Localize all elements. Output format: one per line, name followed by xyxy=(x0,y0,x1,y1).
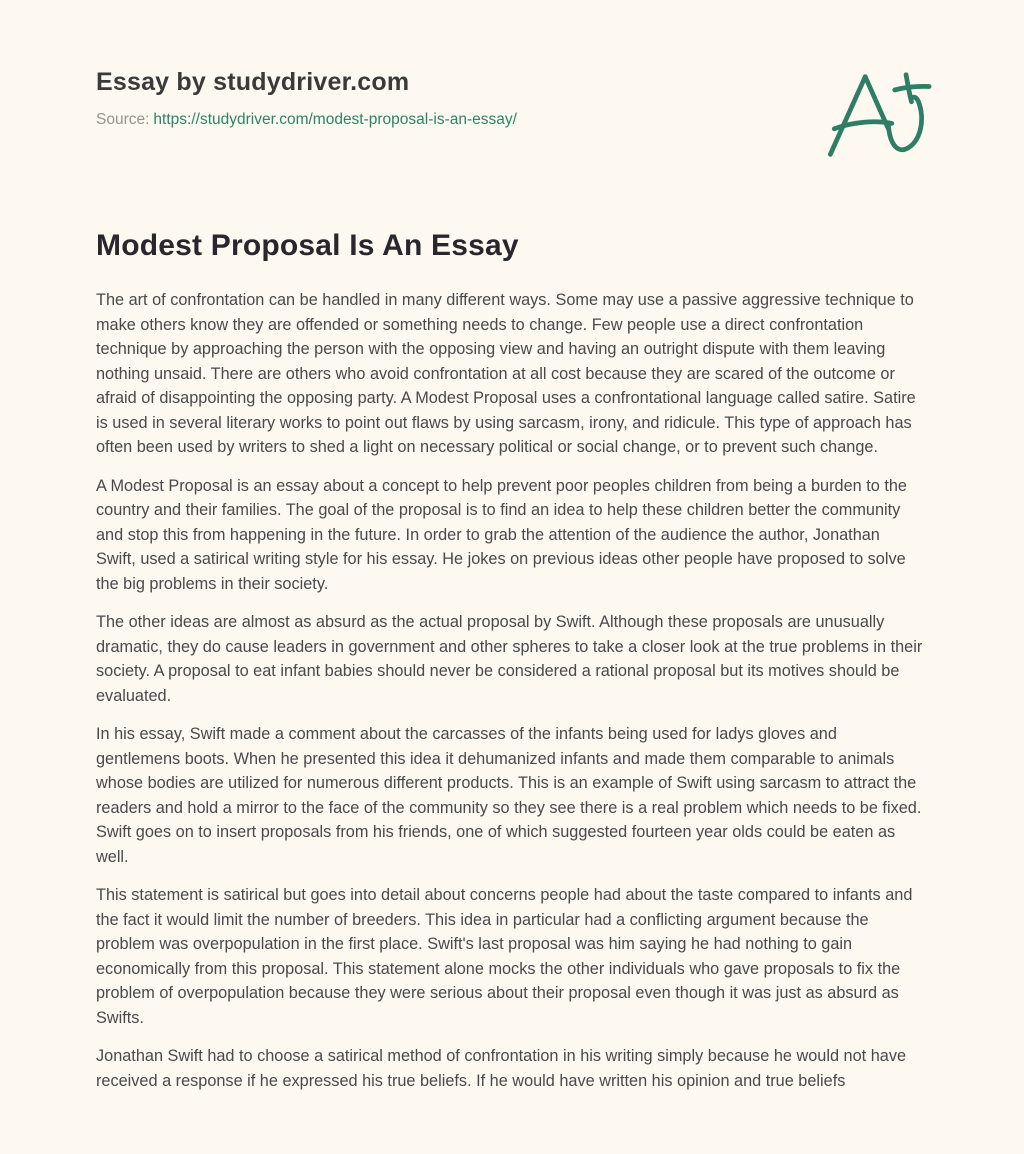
page-title: Modest Proposal Is An Essay xyxy=(96,229,519,262)
essay-body xyxy=(96,288,924,1093)
byline-heading: Essay by studydriver.com xyxy=(96,68,410,96)
source-url-link[interactable]: https://studydriver.com/modest-proposal-is-an-essay/ xyxy=(153,111,517,128)
essay-paragraph: This statement is satirical but goes into detail about concerns people had about the taste compared to infants and the fact it would limit the number of breeders. This idea in particular had a conflicting argument because the problem was overpopulation in the first place. Swift's last proposal was him saying he had nothing to gain economically from this proposal. This statement alone mocks the other individuals who gave proposals to fix the problem of overpopulation because they were serious about their proposal even though it was just as absurd as Swifts. xyxy=(96,886,913,1027)
a-plus-logo-icon xyxy=(820,58,938,176)
essay-paragraph: The art of confrontation can be handled in many different ways. Some may use a passive aggressive technique to make others know they are offended or something needs to change. Few people use a direct confrontation technique by approaching the person with the opposing view and having an outright dispute with them leaving nothing unsaid. There are others who avoid confrontation at all cost because they are scared of the outcome or afraid of disappointing the opposing party. A Modest Proposal uses a confrontational language called satire. Satire is used in several literary works to point out flaws by using sarcasm, irony, and ridicule. This type of approach has often been used by writers to shed a light on necessary political or social change, or to prevent such change. xyxy=(96,291,916,456)
essay-paragraph: The other ideas are almost as absurd as the actual proposal by Swift. Although these proposals are unusually dramatic, they do cause leaders in government and other spheres to take a closer look at the true problems in their society. A proposal to eat infant babies should never be considered a rational proposal but its motives should be evaluated. xyxy=(96,613,923,705)
source-line xyxy=(96,111,924,129)
essay-paragraph: Jonathan Swift had to choose a satirical method of confrontation in his writing simply because he would not have received a response if he expressed his true beliefs. If he would have written his opinion and true beliefs xyxy=(96,1047,907,1090)
source-label: Source: xyxy=(96,111,150,128)
essay-paragraph: In his essay, Swift made a comment about the carcasses of the infants being used for ladys gloves and gentlemens boots. When he presented this idea it dehumanized infants and made them comparable to animals whose bodies are utilized for numerous different products. This is an example of Swift using sarcasm to attract the readers and hold a mirror to the face of the community so they see there is a real problem which needs to be fixed. Swift goes on to insert proposals from his friends, one of which suggested fourteen year olds could be eaten as well. xyxy=(96,725,922,866)
essay-paragraph: A Modest Proposal is an essay about a concept to help prevent poor peoples children from being a burden to the country and their families. The goal of the proposal is to find an idea to help these children better the community and stop this from happening in the future. In order to grab the attention of the audience the author, Jonathan Swift, used a satirical writing style for his essay. He jokes on previous ideas other people have proposed to solve the big problems in their society. xyxy=(96,476,907,593)
